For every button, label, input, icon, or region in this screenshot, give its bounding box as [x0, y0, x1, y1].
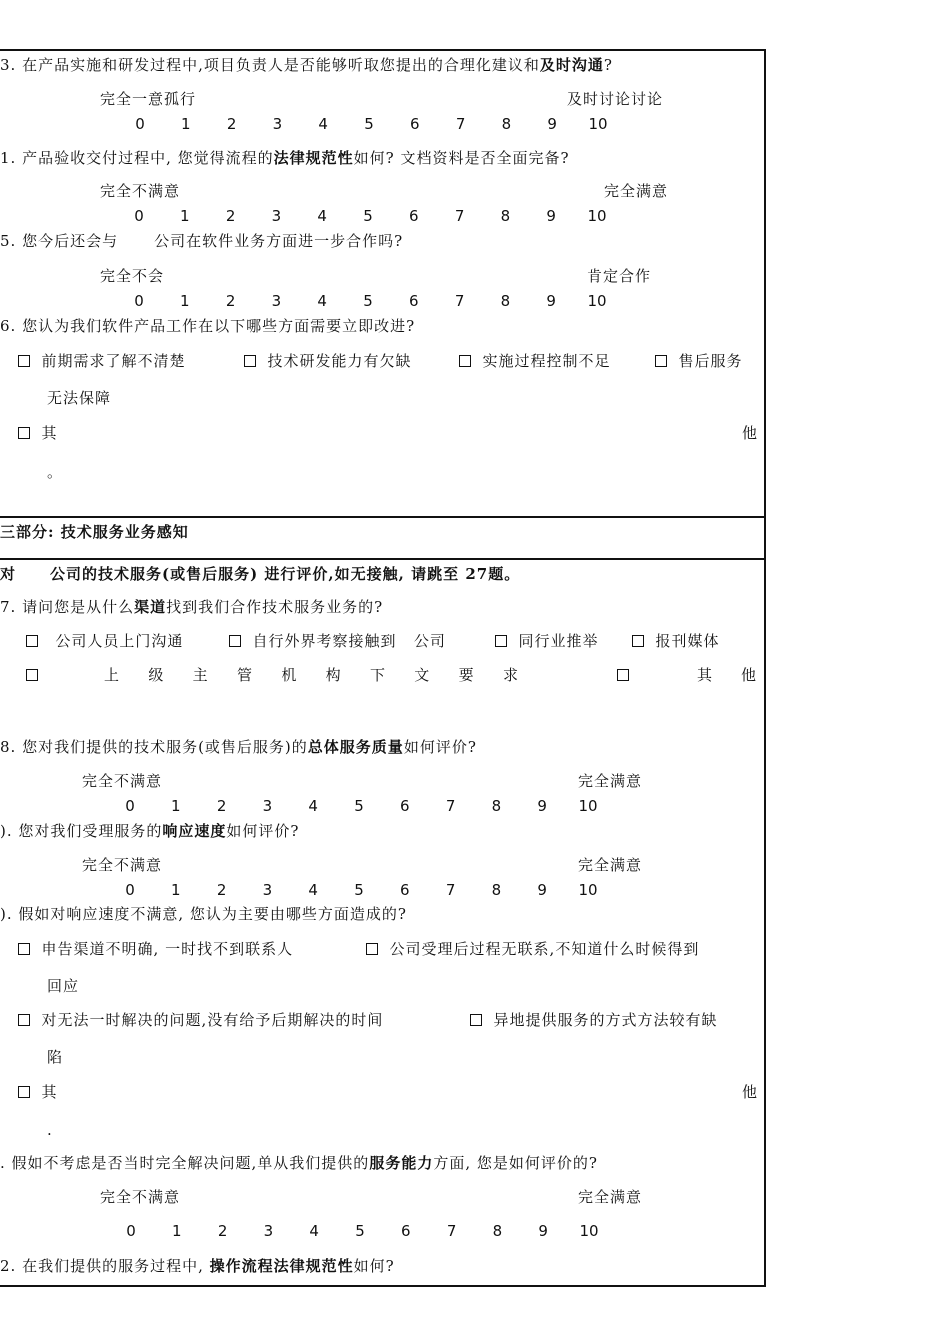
option-17-3[interactable] — [495, 631, 599, 651]
scale-number[interactable]: 4 — [308, 881, 318, 899]
question-22 — [0, 1256, 395, 1276]
question-18-bold: 总体服务质量 — [307, 738, 404, 756]
scale-number[interactable]: 1 — [172, 1222, 182, 1240]
scale-number[interactable]: 6 — [409, 292, 419, 310]
option-char: 上 — [104, 666, 120, 684]
option-label: 前期需求了解不清楚 — [41, 352, 186, 370]
checkbox-icon[interactable] — [26, 669, 38, 681]
scale-number[interactable]: 0 — [134, 207, 144, 225]
checkbox-icon[interactable] — [18, 1014, 30, 1026]
question-17-bold: 渠道 — [134, 598, 167, 616]
scale-15-left-label: 完全不会 — [100, 267, 165, 285]
scale-number[interactable]: 10 — [578, 881, 598, 899]
option-char: 机 — [281, 666, 297, 684]
question-14-bold: 法律规范性 — [273, 149, 354, 167]
scale-19-right-label: 完全满意 — [578, 856, 643, 874]
option-17-other[interactable] — [617, 665, 629, 685]
scale-21-right-label: 完全满意 — [578, 1188, 643, 1206]
option-label: 售后服务 — [678, 352, 743, 370]
question-17-text: 7. 请问您是从什么 — [0, 598, 135, 616]
scale-number[interactable]: 6 — [409, 207, 419, 225]
checkbox-icon[interactable] — [18, 427, 30, 439]
checkbox-icon[interactable] — [366, 943, 378, 955]
scale-number[interactable]: 9 — [537, 797, 547, 815]
option-char: 文 — [414, 666, 430, 684]
scale-number[interactable]: 7 — [455, 115, 466, 133]
option-16-1[interactable] — [18, 351, 186, 371]
section-3-intro-a: 对 — [0, 565, 17, 583]
scale-number[interactable]: 10 — [588, 115, 608, 133]
option-20-1[interactable] — [18, 939, 293, 959]
scale-number[interactable]: 4 — [317, 207, 327, 225]
option-label: 公司 — [413, 632, 446, 650]
scale-number[interactable]: 8 — [500, 292, 511, 310]
scale-number[interactable]: 1 — [180, 207, 190, 225]
question-19-bold: 响应速度 — [162, 822, 227, 840]
option-label: 申告渠道不明确, 一时找不到联系人 — [41, 940, 294, 958]
option-17-4[interactable] — [632, 631, 720, 651]
question-21 — [0, 1153, 598, 1173]
scale-number[interactable]: 8 — [492, 1222, 503, 1240]
scale-number[interactable]: 2 — [217, 1222, 228, 1240]
option-label: 报刊媒体 — [655, 632, 720, 650]
scale-14-right-label: 完全满意 — [604, 182, 669, 200]
option-16-2[interactable] — [244, 351, 412, 371]
checkbox-icon[interactable] — [632, 635, 644, 647]
option-label: 其 — [41, 1083, 58, 1101]
checkbox-icon[interactable] — [470, 1014, 482, 1026]
option-20-2[interactable] — [366, 939, 699, 959]
scale-number[interactable]: 9 — [537, 881, 547, 899]
question-13-bold: 及时沟通 — [539, 56, 604, 74]
scale-number[interactable]: 1 — [171, 797, 181, 815]
section-3-title: 三部分: 技术服务业务感知 — [0, 523, 189, 541]
section-3-intro-b: 公司的技术服务(或售后服务) 进行评价,如无接触, 请跳至 27题。 — [50, 565, 521, 583]
scale-number[interactable]: 5 — [355, 1222, 365, 1240]
scale-18-right-label: 完全满意 — [578, 772, 643, 790]
option-label: 同行业推举 — [518, 632, 599, 650]
option-label: 实施过程控制不足 — [482, 352, 611, 370]
scale-number[interactable]: 10 — [578, 797, 598, 815]
scale-number[interactable]: 8 — [501, 115, 512, 133]
scale-number[interactable]: 3 — [271, 292, 282, 310]
option-label: 技术研发能力有欠缺 — [267, 352, 412, 370]
option-label: 异地提供服务的方式方法较有缺 — [493, 1011, 718, 1029]
question-19-end: 如何评价? — [226, 822, 300, 840]
option-16-4[interactable] — [655, 351, 743, 371]
question-22-bold: 操作流程法律规范性 — [209, 1257, 354, 1275]
option-17-other-b: 他 — [741, 666, 758, 684]
scale-number[interactable]: 4 — [317, 292, 327, 310]
option-char: 管 — [236, 666, 252, 684]
scale-number[interactable]: 2 — [225, 207, 236, 225]
scale-number[interactable]: 3 — [262, 881, 273, 899]
scale-number[interactable]: 7 — [445, 881, 456, 899]
scale-number[interactable]: 4 — [318, 115, 328, 133]
option-20-other-end: 他 — [742, 1083, 759, 1101]
question-22-text: 2. 在我们提供的服务过程中, — [0, 1257, 210, 1275]
option-char: 构 — [325, 666, 341, 684]
checkbox-icon[interactable] — [617, 669, 629, 681]
scale-number[interactable]: 1 — [171, 881, 181, 899]
question-13-end: ? — [603, 56, 613, 74]
scale-number[interactable]: 8 — [491, 881, 502, 899]
question-16: 6. 您认为我们软件产品工作在以下哪些方面需要立即改进? — [0, 317, 416, 335]
scale-15-right-label: 肯定合作 — [587, 267, 652, 285]
scale-number[interactable]: 3 — [271, 207, 282, 225]
scale-number[interactable]: 6 — [400, 797, 410, 815]
scale-13-right-label: 及时讨论讨论 — [567, 90, 664, 108]
option-16-other[interactable] — [18, 423, 58, 443]
scale-number[interactable]: 8 — [491, 797, 502, 815]
option-label: 公司受理后过程无联系,不知道什么时候得到 — [389, 940, 700, 958]
scale-number[interactable]: 2 — [225, 292, 236, 310]
scale-number[interactable]: 5 — [363, 292, 373, 310]
question-18-text: 8. 您对我们提供的技术服务(或售后服务)的 — [0, 738, 308, 756]
option-20-3[interactable] — [18, 1010, 383, 1030]
scale-number[interactable]: 9 — [546, 292, 556, 310]
scale-14-left-label: 完全不满意 — [100, 182, 181, 200]
scale-number[interactable]: 7 — [445, 797, 456, 815]
scale-number[interactable]: 1 — [181, 115, 191, 133]
scale-number[interactable]: 3 — [272, 115, 283, 133]
checkbox-icon[interactable] — [229, 635, 241, 647]
question-22-end: 如何? — [353, 1257, 395, 1275]
option-char: 主 — [192, 666, 208, 684]
checkbox-icon[interactable] — [244, 355, 256, 367]
question-18 — [0, 737, 477, 757]
checkbox-icon[interactable] — [18, 943, 30, 955]
scale-number[interactable]: 10 — [579, 1222, 599, 1240]
question-21-text: . 假如不考虑是否当时完全解决问题,单从我们提供的 — [0, 1154, 370, 1172]
checkbox-icon[interactable] — [18, 355, 30, 367]
scale-number[interactable]: 6 — [401, 1222, 411, 1240]
scale-number[interactable]: 8 — [500, 207, 511, 225]
question-19 — [0, 821, 299, 841]
option-label: 其 — [41, 424, 58, 442]
scale-number[interactable]: 7 — [454, 292, 465, 310]
scale-18-left-label: 完全不满意 — [82, 772, 163, 790]
scale-number[interactable]: 10 — [587, 207, 607, 225]
scale-number[interactable]: 5 — [354, 881, 364, 899]
question-21-bold: 服务能力 — [369, 1154, 434, 1172]
checkbox-icon[interactable] — [495, 635, 507, 647]
scale-number[interactable]: 5 — [354, 797, 364, 815]
scale-number[interactable]: 6 — [400, 881, 410, 899]
question-15-text: 5. 您今后还会与 — [0, 232, 119, 250]
scale-number[interactable]: 0 — [126, 1222, 136, 1240]
option-char: 下 — [369, 666, 385, 684]
question-17-end: 找到我们合作技术服务业务的? — [166, 598, 384, 616]
scale-13-left-label: 完全一意孤行 — [100, 90, 197, 108]
option-17-2[interactable] — [229, 631, 446, 651]
scale-21-left-label: 完全不满意 — [100, 1188, 181, 1206]
scale-number[interactable]: 0 — [125, 797, 135, 815]
option-16-other-blank: 。 — [47, 463, 64, 481]
option-16-other-end: 他 — [742, 424, 759, 442]
option-label: 对无法一时解决的问题,没有给予后期解决的时间 — [41, 1011, 384, 1029]
scale-number[interactable]: 5 — [363, 207, 373, 225]
scale-number[interactable]: 6 — [410, 115, 420, 133]
checkbox-icon[interactable] — [26, 635, 38, 647]
scale-number[interactable]: 4 — [308, 797, 318, 815]
option-20-4[interactable] — [470, 1010, 718, 1030]
scale-number[interactable]: 2 — [216, 797, 227, 815]
scale-number[interactable]: 4 — [309, 1222, 319, 1240]
option-16-4-continued: 无法保障 — [47, 389, 112, 407]
scale-number[interactable]: 3 — [263, 1222, 274, 1240]
option-label: 公司人员上门沟通 — [55, 632, 184, 650]
option-20-other[interactable] — [18, 1082, 58, 1102]
scale-number[interactable]: 3 — [262, 797, 273, 815]
option-20-2-continued: 回应 — [47, 977, 80, 995]
question-18-end: 如何评价? — [403, 738, 477, 756]
option-17-other-a: 其 — [697, 666, 714, 684]
option-char: 要 — [458, 666, 474, 684]
checkbox-icon[interactable] — [18, 1086, 30, 1098]
question-19-text: ). 您对我们受理服务的 — [0, 822, 163, 840]
checkbox-icon[interactable] — [459, 355, 471, 367]
checkbox-icon[interactable] — [655, 355, 667, 367]
option-char: 级 — [148, 666, 164, 684]
question-15 — [0, 231, 403, 251]
question-17 — [0, 597, 383, 617]
scale-number[interactable]: 7 — [454, 207, 465, 225]
option-17-1[interactable] — [26, 631, 183, 651]
scale-number[interactable]: 9 — [538, 1222, 548, 1240]
scale-number[interactable]: 0 — [134, 292, 144, 310]
scale-number[interactable]: 1 — [180, 292, 190, 310]
option-20-4-continued: 陷 — [47, 1048, 64, 1066]
scale-number[interactable]: 0 — [135, 115, 145, 133]
scale-number[interactable]: 10 — [587, 292, 607, 310]
question-20: ). 假如对响应速度不满意, 您认为主要由哪些方面造成的? — [0, 905, 407, 923]
scale-number[interactable]: 2 — [216, 881, 227, 899]
option-label: 自行外界考察接触到 — [252, 632, 397, 650]
option-16-3[interactable] — [459, 351, 611, 371]
option-char: 求 — [502, 666, 518, 684]
scale-number[interactable]: 9 — [546, 207, 556, 225]
question-13-text: 3. 在产品实施和研发过程中,项目负责人是否能够听取您提出的合理化建议和 — [0, 56, 540, 74]
scale-number[interactable]: 7 — [446, 1222, 457, 1240]
section-3-intro — [0, 564, 520, 584]
section-divider-top — [0, 516, 766, 518]
question-14 — [0, 148, 570, 168]
scale-19-left-label: 完全不满意 — [82, 856, 163, 874]
question-15-end: 公司在软件业务方面进一步合作吗? — [154, 232, 404, 250]
option-17-5-label — [104, 665, 518, 685]
question-21-end: 方面, 您是如何评价的? — [433, 1154, 598, 1172]
scale-number[interactable]: 9 — [547, 115, 557, 133]
scale-number[interactable]: 2 — [226, 115, 237, 133]
section-divider-bottom — [0, 558, 766, 560]
scale-number[interactable]: 0 — [125, 881, 135, 899]
option-17-5[interactable] — [26, 665, 38, 685]
scale-number[interactable]: 5 — [364, 115, 374, 133]
question-14-text: 1. 产品验收交付过程中, 您觉得流程的 — [0, 149, 274, 167]
question-13 — [0, 55, 613, 75]
question-14-end: 如何? 文档资料是否全面完备? — [353, 149, 570, 167]
option-20-other-blank: . — [47, 1121, 53, 1139]
